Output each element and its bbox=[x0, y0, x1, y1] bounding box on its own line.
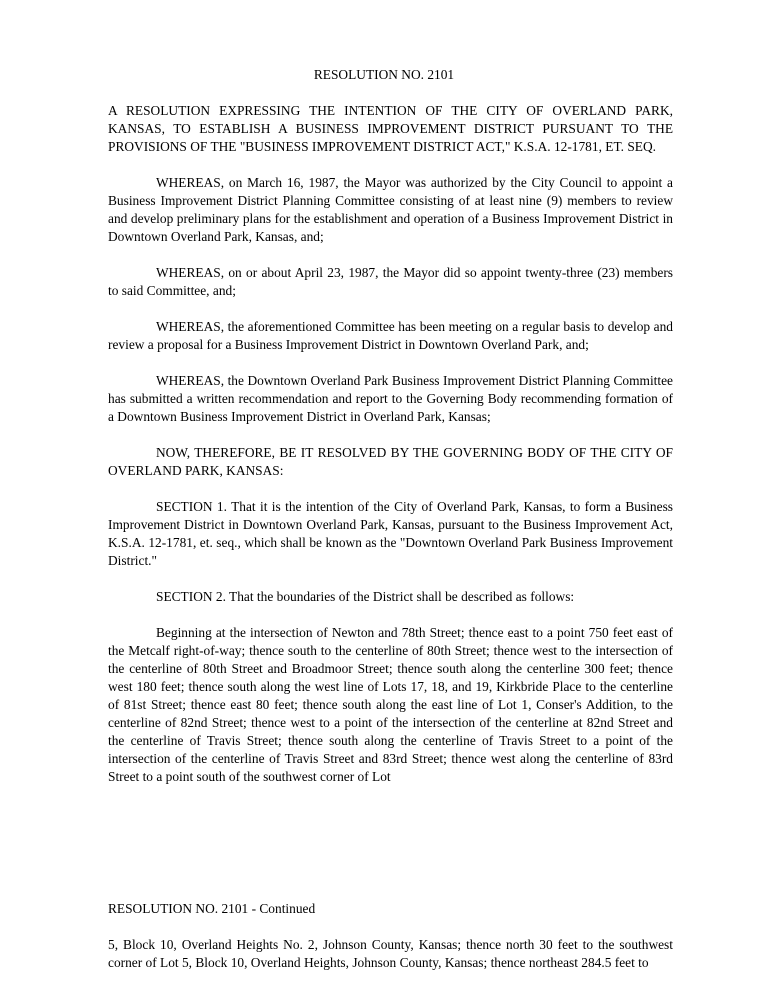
boundary-continuation: 5, Block 10, Overland Heights No. 2, Johnson County, Kansas; thence north 30 feet to the southwest corner of Lot 5, Block 10, Overland Heights, Johnson County, Kansas; thence northeast 284.5 feet to bbox=[108, 937, 673, 970]
section-2-paragraph: SECTION 2. That the boundaries of the District shall be described as follows: bbox=[156, 589, 575, 604]
whereas-paragraph-4: WHEREAS, the Downtown Overland Park Business Improvement District Planning Committee has submitted a written recommendation and report to the Governing Body recommending formation of a Downtown Business Improvement District in Overland Park, Kansas; bbox=[108, 373, 673, 424]
continued-header: RESOLUTION NO. 2101 - Continued bbox=[108, 901, 316, 916]
whereas-paragraph-1: WHEREAS, on March 16, 1987, the Mayor was authorized by the City Council to appoint a Business Improvement District Planning Committee consisting of at least nine (9) members to review and develop preliminary plans for the establishment and operation of a Business Improvement District in Downtown Overland Park, Kansas, and; bbox=[108, 175, 673, 244]
boundary-description: Beginning at the intersection of Newton and 78th Street; thence east to a point 750 feet east of the Metcalf right-of-way; thence south to the centerline of 80th Street; thence west to the intersection of the centerline of 80th Street and Broadmoor Street; thence south along the centerline 300 feet; thence west 180 feet; thence south along the west line of Lots 17, 18, and 19, Kirkbride Place to the centerline of 81st Street; thence east 80 feet; thence south along the east line of Lot 1, Conser's Addition, to the centerline of 82nd Street; thence west to a point of the intersection of the centerline at 82nd Street and the centerline of Travis Street; thence south along the centerline of Travis Street to a point of the intersection of the centerline of Travis Street and 83rd Street; thence west along the centerline of 83rd Street to a point south of the southwest corner of Lot bbox=[108, 625, 673, 784]
resolution-heading: A RESOLUTION EXPRESSING THE INTENTION OF THE CITY OF OVERLAND PARK, KANSAS, TO ESTABLISH A BUSINESS IMPROVEMENT DISTRICT PURSUANT TO THE PROVISIONS OF THE "BUSINESS IMPROVEMENT DISTRICT ACT," K.S.A. 12-1781, ET. SEQ. bbox=[108, 103, 673, 154]
resolved-clause: NOW, THEREFORE, BE IT RESOLVED BY THE GOVERNING BODY OF THE CITY OF OVERLAND PARK, KANSAS: bbox=[108, 445, 673, 478]
whereas-paragraph-2: WHEREAS, on or about April 23, 1987, the Mayor did so appoint twenty-three (23) members to said Committee, and; bbox=[108, 265, 673, 298]
section-1-paragraph: SECTION 1. That it is the intention of the City of Overland Park, Kansas, to form a Business Improvement District in Downtown Overland Park, Kansas, pursuant to the Business Improvement Act, K.S.A. 12-1781, et. seq., which shall be known as the "Downtown Overland Park Business Improvement District." bbox=[108, 499, 673, 568]
resolution-title: RESOLUTION NO. 2101 bbox=[313, 67, 455, 82]
whereas-paragraph-3: WHEREAS, the aforementioned Committee has been meeting on a regular basis to develop and review a proposal for a Business Improvement District in Downtown Overland Park, and; bbox=[108, 319, 673, 352]
